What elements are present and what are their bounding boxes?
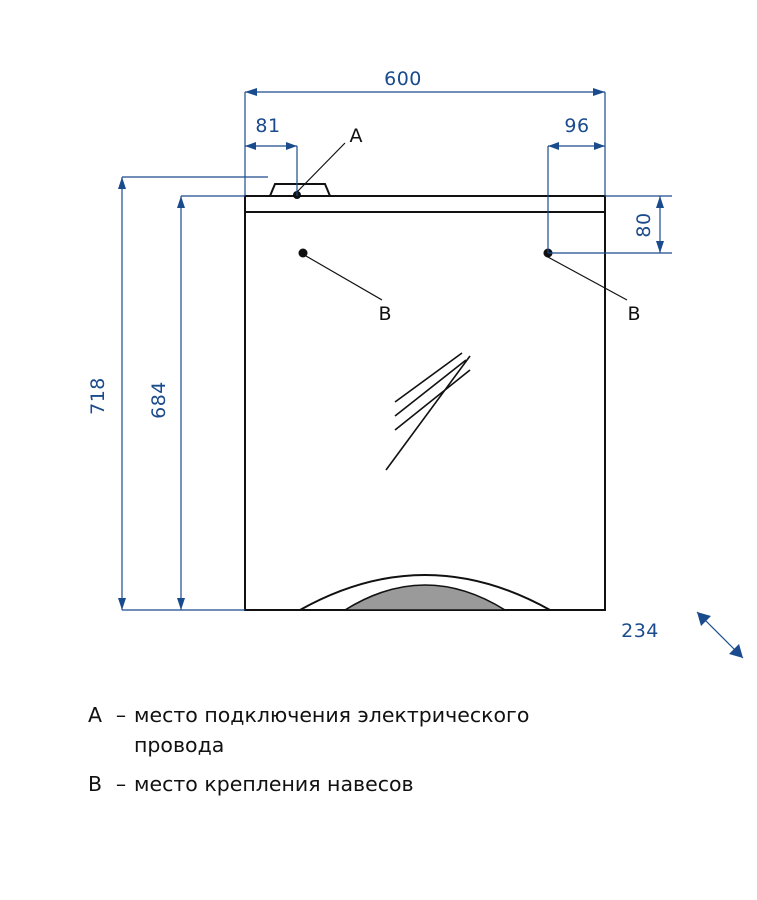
dim-height-body: 684 bbox=[148, 381, 170, 419]
legend-dash-b: – bbox=[115, 771, 127, 796]
legend-item-b bbox=[88, 769, 728, 799]
dim-right-offset: 96 bbox=[564, 115, 590, 137]
legend-text-a bbox=[134, 700, 728, 761]
legend-dash-a: – bbox=[115, 703, 127, 727]
marker-a: A bbox=[349, 125, 363, 147]
dim-top-strip: 80 bbox=[633, 212, 655, 238]
dim-width-total: 600 bbox=[384, 68, 422, 90]
legend-text-a-line1: место подключения электрического bbox=[134, 703, 530, 727]
legend-text-b: место крепления навесов bbox=[134, 771, 414, 796]
legend-key-b: B bbox=[88, 771, 103, 796]
marker-b-left: B bbox=[378, 303, 392, 325]
legend-item-a bbox=[88, 700, 728, 761]
legend-key-a: A bbox=[88, 703, 103, 727]
dim-height-total: 718 bbox=[87, 377, 109, 415]
legend bbox=[88, 700, 728, 807]
marker-b-right: B bbox=[627, 303, 641, 325]
dim-depth: 234 bbox=[621, 620, 659, 642]
dim-left-offset: 81 bbox=[255, 115, 281, 137]
legend-text-a-line2: провода bbox=[134, 733, 225, 758]
